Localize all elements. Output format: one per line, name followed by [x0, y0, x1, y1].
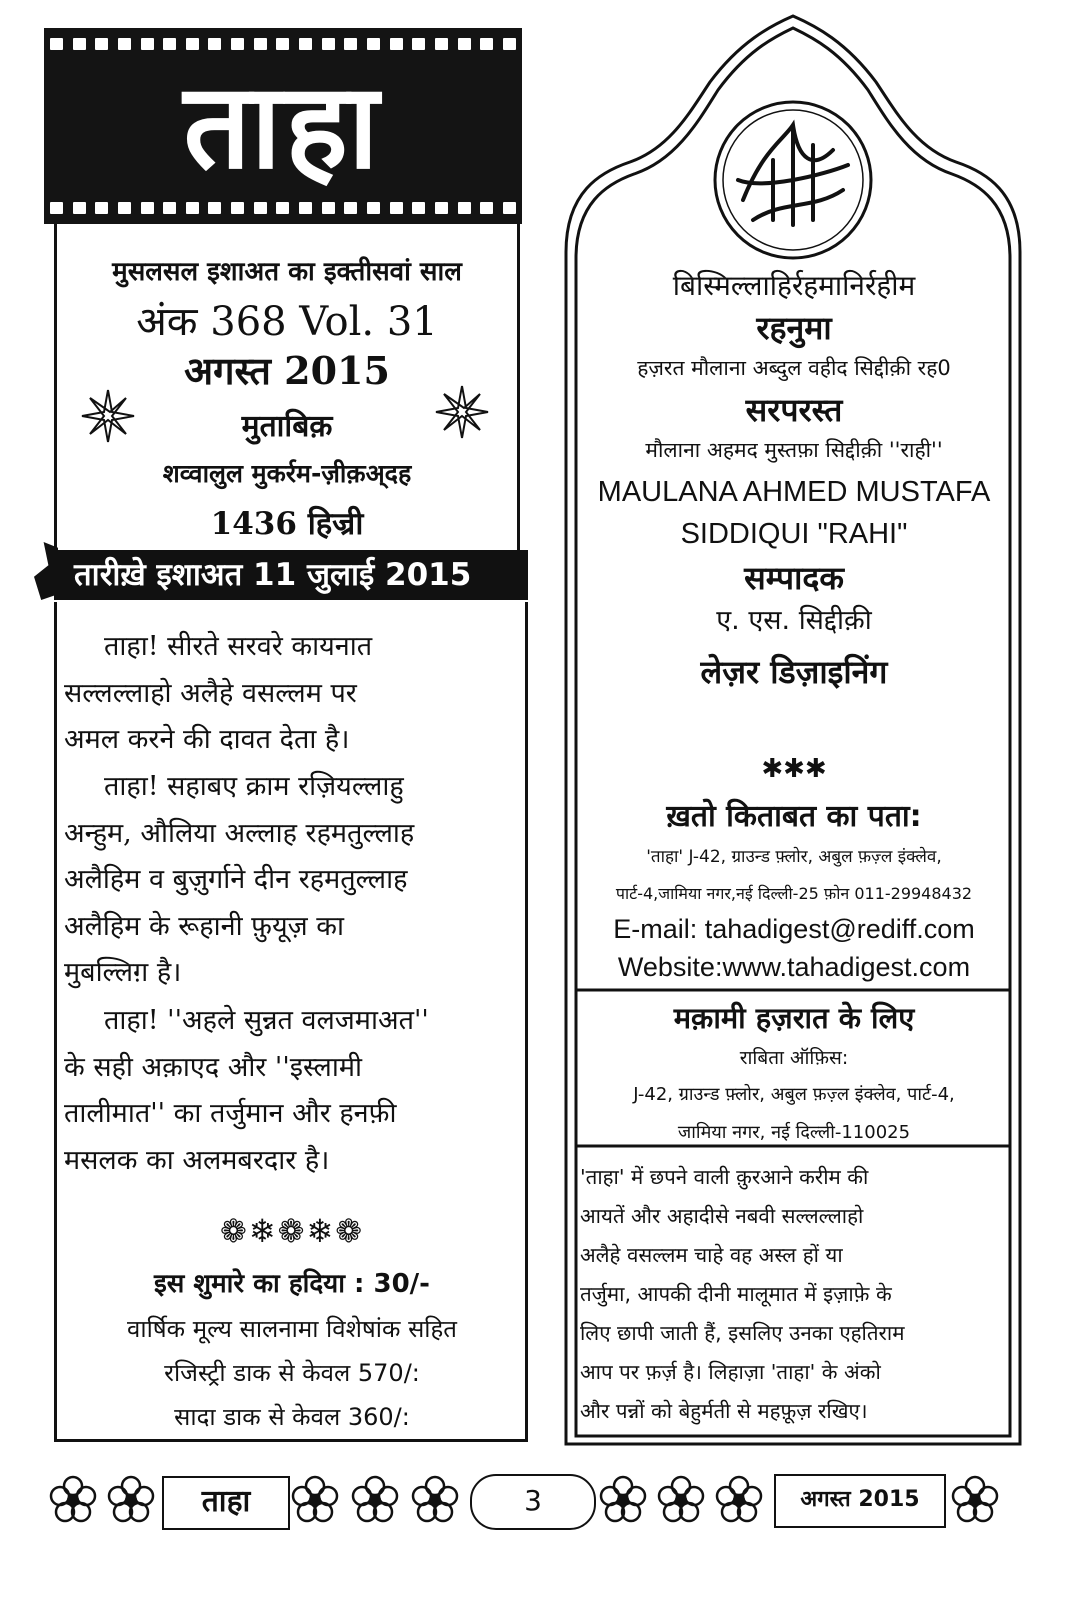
sarparast-name-english-1: MAULANA AHMED MUSTAFA [597, 476, 991, 508]
sarparast-name: मौलाना अहमद मुस्तफ़ा सिद्दीक़ी ''राही'' [645, 438, 943, 462]
bismillah-seal-icon [716, 96, 717, 97]
local-address-line-2: जामिया नगर, नई दिल्ली-110025 [677, 1122, 911, 1143]
star-ornament-right-icon [434, 384, 490, 440]
editor-title: सम्पादक [744, 559, 844, 597]
paragraph-line: मुबल्लिग़ है। [64, 957, 182, 988]
flower-ornament: ❁❄❁❄❁ [219, 1212, 365, 1250]
stars-ornament: ✱✱✱ [761, 754, 827, 784]
paragraph-line: मसलक का अलमबरदार है। [64, 1144, 330, 1176]
footer-magazine-name: ताहा [162, 1476, 290, 1530]
flower-icon [350, 1474, 400, 1524]
laser-designing-title: लेज़र डिज़ाइनिंग [700, 653, 888, 691]
notice-line: और पन्नों को बेहुर्मती से महफ़ूज़ रखिए। [580, 1399, 868, 1423]
local-contact-title: मक़ामी हज़रात के लिए [673, 1001, 915, 1035]
hijri-year: 1436 हिज्री [210, 506, 364, 542]
paragraph-line: ताहा! सहाबए क्राम रज़ियल्लाहु [104, 771, 404, 802]
local-address-line-1: J-42, ग्राउन्ड फ़्लोर, अबुल फ़ज़्ल इंक्लेव, पार्ट-4, [633, 1084, 955, 1105]
paragraph-line: अलैहिम व बुज़ुर्गाने दीन रहमतुल्लाह [64, 864, 408, 895]
issue-number: अंक 368 Vol. 31 [136, 299, 438, 345]
paragraph-line: ताहा! ''अहले सुन्नत वलजमाअत'' [104, 1005, 429, 1036]
price-per-issue: इस शुमारे का हदिया : 30/- [154, 1269, 430, 1299]
flower-icon [410, 1474, 460, 1524]
paragraph-line: अलैहिम के रूहानी फ़ुयूज़ का [64, 910, 345, 942]
paragraph-line: सल्लल्लाहो अलैहे वसल्लम पर [64, 677, 357, 709]
hijri-months: शव्वालुल मुकर्रम-ज़ीक़अ्दह [162, 459, 412, 488]
flower-icon [950, 1474, 1000, 1524]
paragraph-line: तालीमात'' का तर्जुमान और हनफ़ी [64, 1098, 397, 1129]
paragraph-line: ताहा! सीरते सरवरे कायनात [104, 631, 373, 662]
editor-name: ए. एस. सिद्दीक़ी [716, 605, 872, 636]
notice-line: आयतें और अहादीसे नबवी सल्लल्लाहो [580, 1204, 864, 1228]
annual-price-line: वार्षिक मूल्य सालनामा विशेषांक सहित [127, 1315, 457, 1343]
flower-icon [106, 1474, 156, 1524]
flower-icon [598, 1474, 648, 1524]
publication-year-line: मुसलसल इशाअत का इक्तीसवां साल [112, 257, 462, 287]
sarparast-title: सरपरस्त [745, 391, 843, 429]
address-title: ख़तो किताबत का पता: [666, 799, 922, 834]
masthead-title: ताहा [183, 57, 383, 195]
flower-icon [290, 1474, 340, 1524]
paragraph-1 [64, 624, 520, 764]
respect-notice [580, 1158, 1012, 1431]
address-line-2: पार्ट-4,जामिया नगर,नई दिल्ली-25 फ़ोन 011-29948432 [615, 884, 973, 903]
masthead [44, 28, 522, 224]
notice-line: लिए छापी जाती हैं, इसलिए उनका एहतिराम [580, 1321, 905, 1345]
star-ornament-left-icon [80, 388, 136, 444]
local-office-label: राबिता ऑफ़िस: [739, 1047, 849, 1069]
paragraph-line: के सही अक़ाएद और ''इस्लामी [64, 1051, 362, 1083]
flower-icon [714, 1474, 764, 1524]
bismillah-text: बिस्मिल्लाहिर्रहमानिर्रहीम [672, 269, 916, 302]
rahnuma-name: हज़रत मौलाना अब्दुल वहीद सिद्दीक़ी रह0 [637, 356, 951, 380]
film-sprockets-bottom [50, 202, 516, 214]
notice-line: अलैहे वसल्लम चाहे वह अस्ल हों या [580, 1243, 843, 1267]
email-address[interactable]: E-mail: tahadigest@rediff.com [613, 914, 975, 944]
paragraph-line: अमल करने की दावत देता है। [64, 724, 350, 755]
notice-line: तर्जुमा, आपकी दीनी मालूमात में इज़ाफ़े के [580, 1282, 892, 1306]
notice-line: आप पर फ़र्ज़ है। लिहाज़ा 'ताहा' के अंको [580, 1360, 881, 1384]
registered-post-price: रजिस्ट्री डाक से केवल 570/: [164, 1359, 420, 1387]
mutabiq-label: मुताबिक़ [241, 409, 333, 444]
website-url[interactable]: Website:www.tahadigest.com [617, 952, 971, 982]
flower-icon [656, 1474, 706, 1524]
page-number: 3 [470, 1474, 596, 1530]
sarparast-name-english-2: SIDDIQUI "RAHI" [680, 518, 908, 550]
paragraph-line: अन्हुम, औलिया अल्लाह रहमतुल्लाह [64, 817, 415, 849]
address-line-1: 'ताहा' J-42, ग्राउन्ड फ़्लोर, अबुल फ़ज़्ल इंक्लेव, [646, 847, 942, 867]
ordinary-post-price: सादा डाक से केवल 360/: [174, 1403, 410, 1431]
paragraph-2 [64, 764, 520, 997]
publication-date-bar: तारीख़े इशाअत 11 जुलाई 2015 [54, 550, 528, 600]
footer-issue-month: अगस्त 2015 [774, 1474, 946, 1528]
paragraph-3 [64, 998, 520, 1184]
flower-icon [48, 1474, 98, 1524]
rahnuma-title: रहनुमा [756, 309, 832, 347]
film-sprockets-top [50, 38, 516, 50]
issue-month: अगस्त 2015 [184, 348, 390, 393]
notice-line: 'ताहा' में छपने वाली क़ुरआने करीम की [580, 1165, 869, 1189]
